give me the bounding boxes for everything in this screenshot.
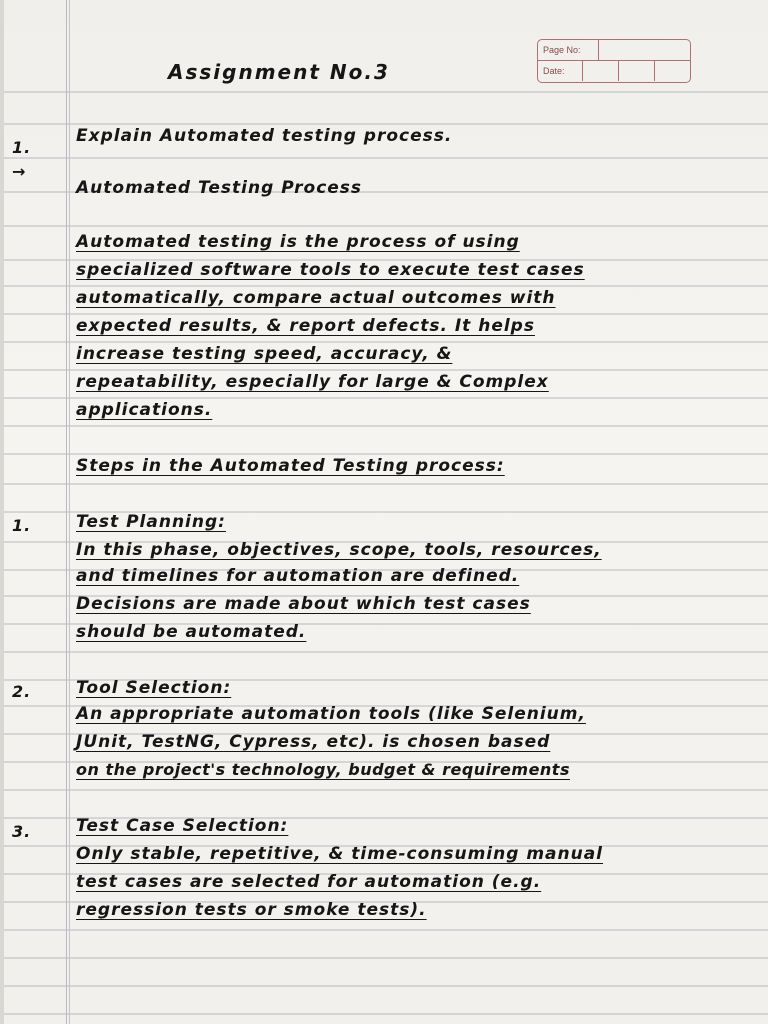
margin-line	[66, 0, 67, 1024]
step-line: An appropriate automation tools (like Selenium,	[76, 704, 586, 724]
step-title: Test Case Selection:	[76, 816, 289, 836]
step-line: JUnit, TestNG, Cypress, etc). is chosen based	[76, 732, 551, 752]
step-line: on the project's technology, budget & requirements	[76, 760, 570, 779]
meta-divider	[598, 40, 599, 60]
intro-line: specialized software tools to execute test cases	[76, 260, 585, 280]
intro-line: Automated testing is the process of using	[76, 232, 520, 252]
intro-line: repeatability, especially for large & Complex	[76, 372, 549, 392]
step-line: Only stable, repetitive, & time-consuming manual	[76, 844, 604, 864]
intro-line: applications.	[76, 400, 213, 420]
meta-divider	[654, 61, 655, 81]
step-line: should be automated.	[76, 622, 307, 642]
page-meta-box	[537, 39, 691, 83]
step-title: Tool Selection:	[76, 678, 232, 698]
page-no-row	[538, 40, 690, 61]
step-line: test cases are selected for automation (e.g.	[76, 872, 542, 892]
step-number: 1.	[12, 516, 32, 535]
intro-line: automatically, compare actual outcomes with	[76, 288, 556, 308]
step-title: Test Planning:	[76, 512, 226, 532]
page-no-label: Page No:	[543, 45, 581, 55]
step-number: 2.	[12, 682, 32, 701]
assignment-title: Assignment No.3	[168, 60, 390, 84]
step-line: regression tests or smoke tests).	[76, 900, 427, 920]
date-label: Date:	[543, 66, 565, 76]
step-number: 3.	[12, 822, 32, 841]
answer-heading: Automated Testing Process	[76, 178, 363, 198]
step-line: Decisions are made about which test cases	[76, 594, 531, 614]
page-edge	[0, 0, 4, 1024]
meta-divider	[582, 61, 583, 81]
step-line: In this phase, objectives, scope, tools, resources,	[76, 540, 602, 560]
question-number: 1.	[12, 138, 32, 157]
step-line: and timelines for automation are defined.	[76, 566, 520, 586]
intro-line: expected results, & report defects. It helps	[76, 316, 535, 336]
intro-line: increase testing speed, accuracy, &	[76, 344, 453, 364]
meta-divider	[618, 61, 619, 81]
steps-heading: Steps in the Automated Testing process:	[76, 456, 505, 476]
arrow-icon: →	[12, 162, 27, 181]
question-text: Explain Automated testing process.	[76, 126, 453, 146]
date-row	[538, 61, 690, 81]
